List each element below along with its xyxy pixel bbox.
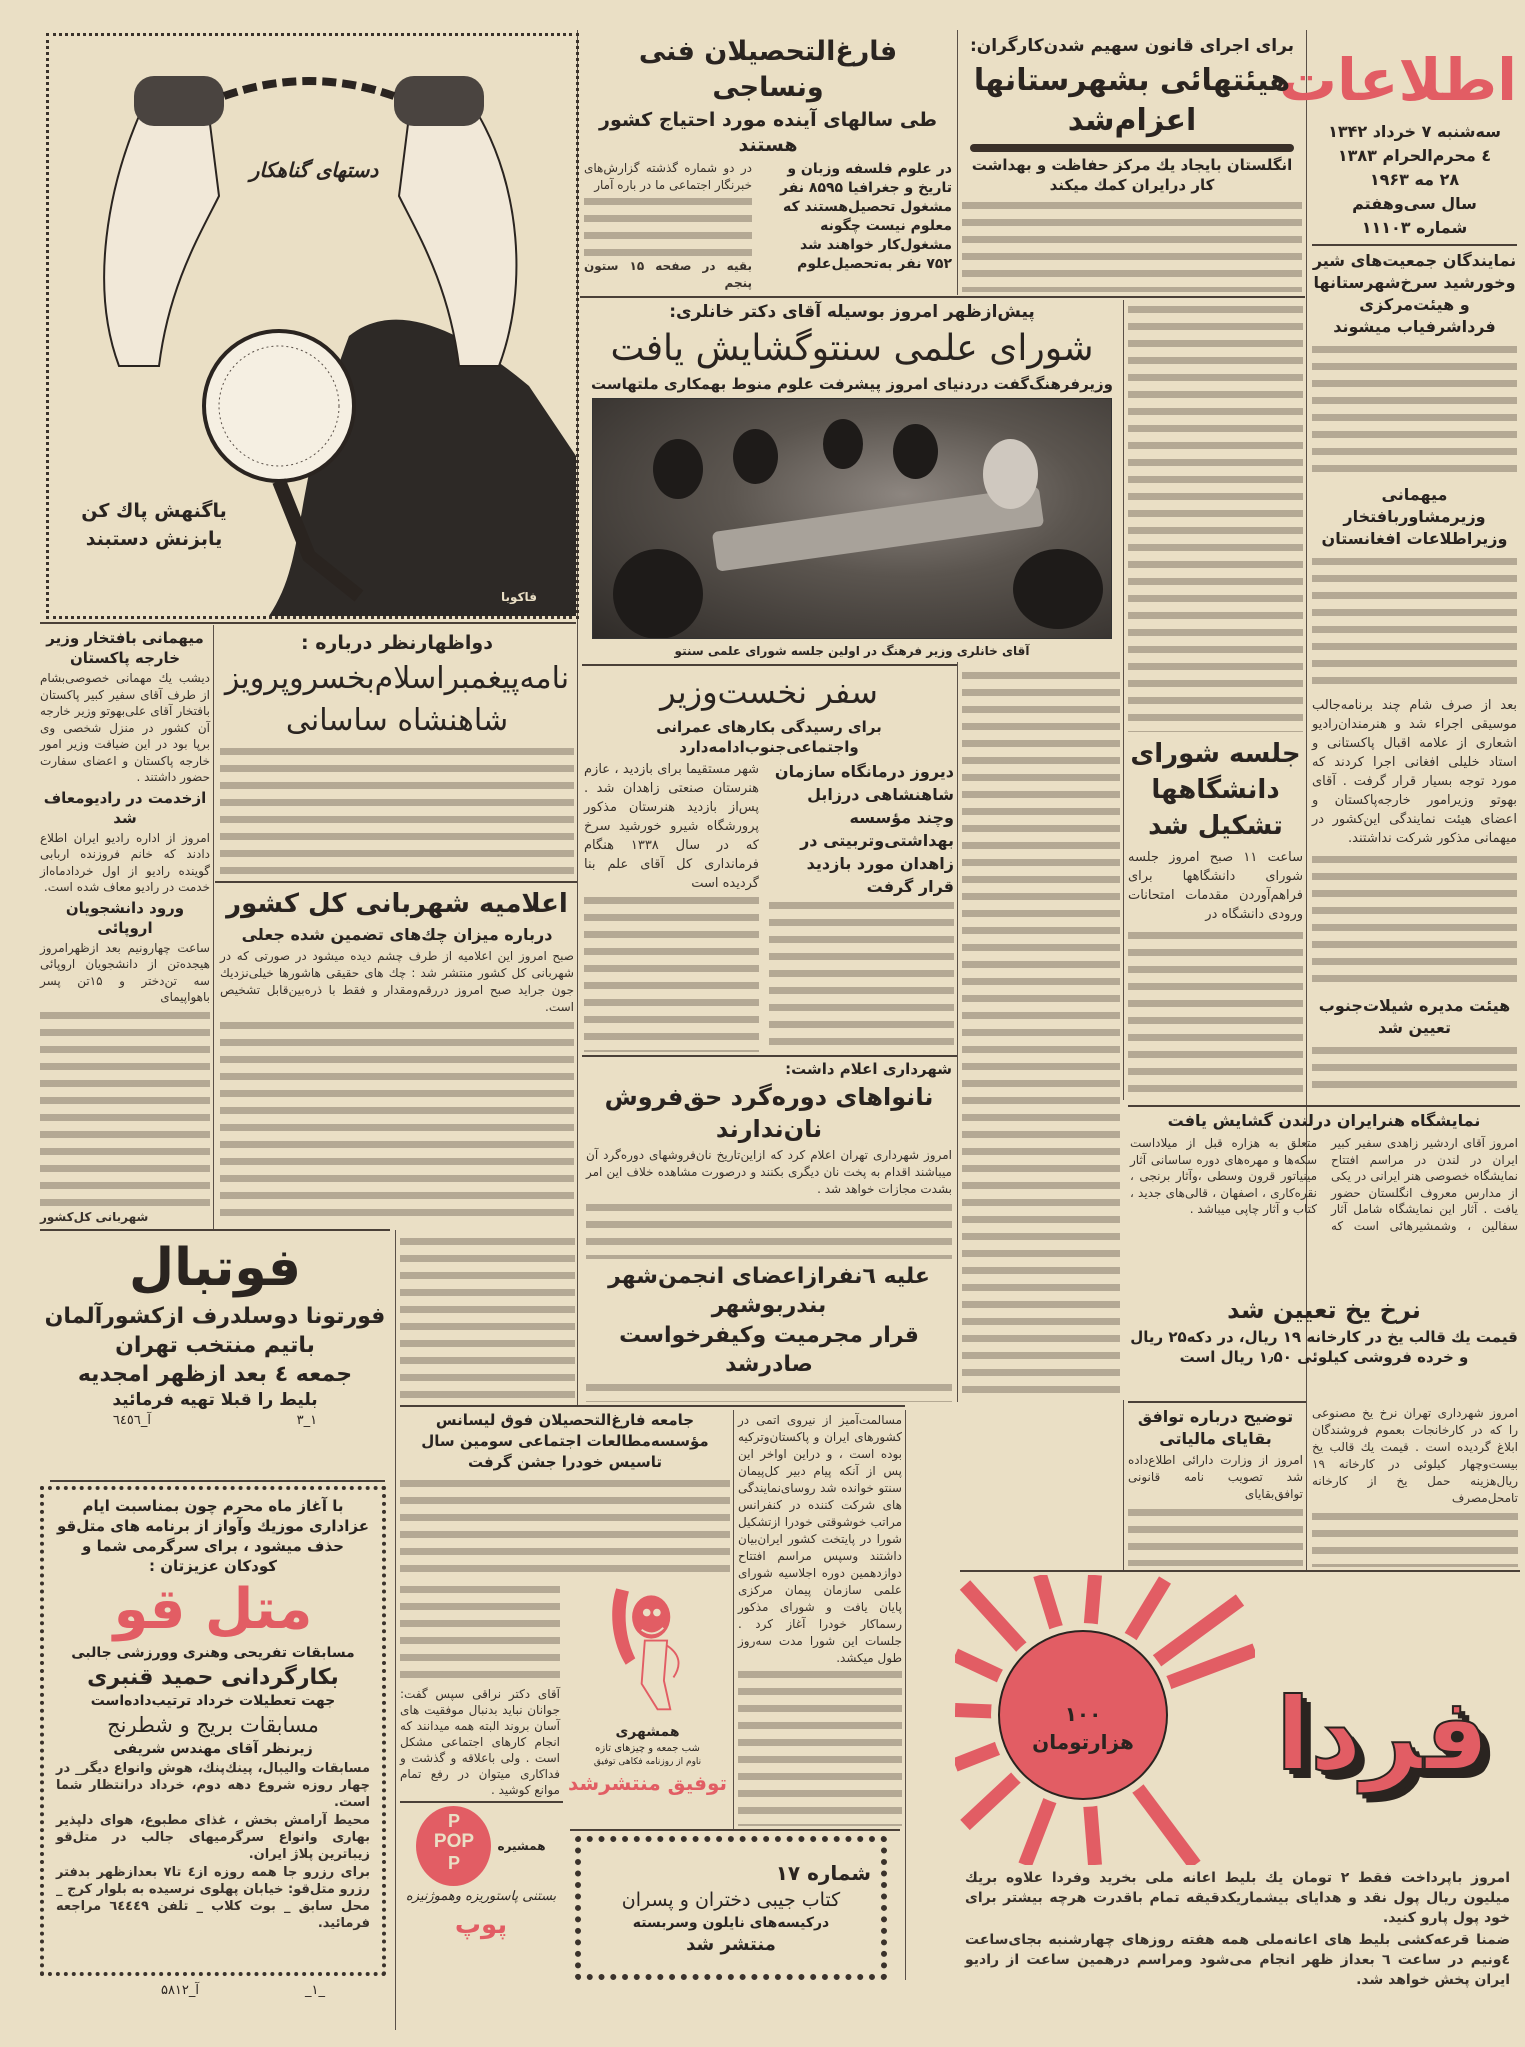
headline-pm-trip: سفر نخست‌وزیر — [660, 673, 878, 711]
article-body: شهر مستقیما برای بازدید ، عازم هنرستان صنعتی زاهدان شد . پس‌از بازدید هنرستان مذکور پرورشگاه شیرو خورشید سرخ که در سال ۱۳۳۸ هنگام فرمانداری کل آقای علم بنا گردیده است — [584, 762, 759, 891]
bushehr-article — [586, 1262, 952, 1402]
workers-article — [962, 34, 1302, 292]
lottery-prize: ۱۰۰ هزارتومان — [1032, 1702, 1134, 1754]
article-body: آقای دکتر نراقی سپس گفت: جوانان نباید بدنبال موفقیت های آسان بروند البته همه میدانند که انجام کارهای اجتماعی مشکل است . ولی باعلاقه و گذشت و فداکاری میتوان در رفع تمام موانع کوشید . — [400, 1687, 560, 1797]
graduates-article — [400, 1410, 730, 1578]
divider — [400, 1405, 905, 1407]
mantalqu-line-3: جهت تعطیلات خرداد ترتیب‌داده‌است — [90, 1693, 336, 1709]
divider — [50, 1480, 385, 1482]
headline-police: اعلامیه شهربانی کل کشور — [226, 889, 568, 919]
divider — [582, 664, 957, 666]
article-body: صبح امروز این اعلامیه از طرف چشم دیده میشود در صورتی که در شهربانی کل کشور منتشر شد : چك های حقیقی هاشورها خیلی‌نزدیك جون جراید صبح امروز دررقم‌ومقدار و فقط با ذره‌بین‌قابل تشخیص است. — [220, 949, 574, 1014]
headline-prophet-letter: نامه‌پیغمبراسلام‌بخسروپرویز شاهنشاه ساسانی — [224, 661, 570, 738]
headline-council: شورای علمی سنتوگشایش یافت — [610, 328, 1094, 369]
tax-article — [1128, 1406, 1303, 1566]
cartoon-slogan-2: یابزنش دستبند — [85, 528, 223, 550]
divider — [1128, 1105, 1520, 1107]
text-column-block — [962, 668, 1120, 1400]
newspaper-logo: اطلاعات — [1278, 46, 1517, 114]
article-body: امروز از اداره رادیو ایران اطلاع دادند که خانم فروزنده اربابی گوینده رادیو از اول خردادماه‌از خدمت در رادیو معاف شده است. — [40, 830, 210, 894]
headline-universities: جلسه شورای دانشگاهها تشکیل شد — [1130, 739, 1301, 841]
football-ad-line-3: جمعه ٤ بعد ازظهر امجدیه — [77, 1362, 353, 1387]
council-meeting-photo — [592, 398, 1112, 639]
pop-tagline: بستنی پاستوریزه وهموژنیزه — [405, 1889, 557, 1904]
ice-article — [1130, 1294, 1518, 1400]
headline-fisheries: هیئت مدیره شیلات‌جنوب تعیین شد — [1318, 995, 1511, 1037]
ad-code: ۱_۳ — [296, 1413, 318, 1428]
photo-caption: آقای خانلری وزیر فرهنگ در اولین جلسه شورای علمی سنتو — [674, 644, 1030, 658]
text-column — [400, 1476, 730, 1578]
subhead-bushehr: قرار مجرمیت وکیفرخواست صادرشد — [619, 1323, 919, 1377]
kicker-council: پیش‌ازظهر امروز بوسیله آقای دکتر خانلری: — [669, 302, 1035, 322]
textile-article — [584, 34, 952, 292]
cartoon-credit: فاکوبا — [501, 590, 537, 604]
subhead-workers: انگلستان بایجاد یك مرکز حفاظت و بهداشت کار درایران کمك میکند — [971, 156, 1293, 194]
mantalqu-ad-box — [40, 1486, 386, 1976]
bakers-article — [586, 1059, 952, 1259]
headline-textile: فارغ‌التحصیلان فنی ونساجی — [638, 36, 898, 103]
headline-bushehr: علیه ٦نفرازاعضای انجمن‌شهر بندربوشهر — [608, 1264, 930, 1318]
column-rule — [957, 662, 958, 1402]
article-body: ساعت ۱۱ صبح امروز جلسه شورای دانشگاهها برای فراهم‌آوردن مقدمات امتحانات ورودی دانشگاه در — [1128, 850, 1303, 922]
volume-year: سال سی‌وهفتم — [1352, 194, 1477, 213]
lottery-body-2: ضمنا قرعه‌کشی بلیط های اعانه‌ملی همه هفته روزهای چهارشنبه بجای‌ساعت ٤ونیم در ساعت ٦ بعداز ظهر انجام می‌شود ومراسم درهمین ساعت از رادیو ایران پخش خواهد شد. — [965, 1932, 1510, 1988]
ad-code: آ_٦٤٥٦ — [112, 1413, 151, 1428]
football-ad-title: فوتبال — [128, 1238, 302, 1298]
text-column — [584, 194, 752, 258]
football-ad-line-1: فورتونا دوسلدرف ازکشورآلمان — [44, 1304, 386, 1329]
divider — [1128, 1401, 1306, 1403]
headline-pakistan: میهمانی بافتخار وزیر خارجه پاکستان — [46, 629, 204, 667]
article-body: مسالمت‌آمیز از نیروی اتمی در کشورهای ایران و پاکستان‌وترکیه بوده است ، و دراین اواخر این پس از آنکه پیام دبیر کل‌پیمان سنتو خوانده شد روسای‌نمایندگی های شرکت کننده در کنفرانس مراتب خوشوقتی خودرا ازتشکیل شورا در پایتخت کشور ایران‌بیان داشتند وسپس مراسم افتتاح دوازدهمین دوره اجلاسیه شورای علمی سازمان پیمان مرکزی پایان یافت و شورای مذکور رسماکار خودرا آغاز کرد . جلسات این شورا مدت سه‌روز طول میکشد. — [738, 1413, 902, 1665]
headline-radio: ازخدمت در رادیومعاف شد — [43, 788, 207, 827]
text-column-block — [1128, 302, 1303, 1100]
divider — [570, 1829, 900, 1831]
lottery-body-1: امروز باپرداخت فقط ۲ تومان یك بلیط اعانه ملی بخرید وفردا علاوه بریك میلیون ریال پول نقد و هدایای بیشماریکدقیقه تمام باقدرت هرچه بیشتر برای خود پول پارو کنید. — [965, 1870, 1510, 1926]
text-column — [1312, 342, 1517, 480]
mantalqu-body-2: محیط آرامش بخش ، غذای مطبوع، هوای دلپذیر بهاری وانواع سرگرمیهای جالب در متل‌قو زیباترین پلاژ ایران. — [56, 1813, 370, 1862]
column-rule — [213, 625, 214, 1230]
column-rule — [1123, 1400, 1124, 1570]
divider — [40, 622, 576, 624]
text-column — [586, 1200, 952, 1259]
text-column — [962, 198, 1302, 292]
column-rule — [395, 1230, 396, 2030]
divider — [1312, 244, 1517, 246]
bullet-pm-trip: دیروز درمانگاه سازمان شاهنشاهی درزابل وچند مؤسسه بهداشتی‌وتربیتی در زاهدان مورد بازدید قرار گرفت — [774, 762, 954, 896]
issue-number: شماره ۱۱۱۰۳ — [1361, 218, 1468, 237]
headline-exhibition: نمایشگاه هنرایران درلندن گشایش یافت — [1167, 1111, 1481, 1130]
book-ad-line: درکیسه‌های نایلون وسربسته — [632, 1914, 830, 1931]
column-rule — [957, 30, 958, 295]
column-rule — [1123, 300, 1124, 1100]
text-column — [586, 1380, 952, 1402]
book-ad-number: شماره ۱۷ — [775, 1860, 871, 1885]
kicker-bakers: شهرداری اعلام داشت: — [785, 1060, 952, 1078]
tofiq-tagline: شب جمعه و چیزهای تازه — [595, 1743, 700, 1754]
subhead-police: درباره میزان چك‌های تضمین شده جعلی — [241, 925, 553, 944]
article-body: در دو شماره گذشته گزارش‌های خبرنگار اجتماعی ما در باره آمار — [584, 161, 752, 192]
headline-bakers: نانواهای دوره‌گرد حق‌فروش نان‌ندارند — [604, 1083, 934, 1143]
cartoon-caption: دستهای گناهکار — [249, 158, 379, 182]
subhead-pm-trip: برای رسیدگی بکارهای عمرانی واجتماعی‌جنوب‌ادامه‌دارد — [656, 718, 882, 756]
article-body: امروز از وزارت دارائی اطلاع‌داده شد تصویب نامه قانونی توافق‌بقایای — [1128, 1453, 1303, 1501]
kicker-workers: برای اجرای قانون سهیم شدن‌کارگران: — [969, 36, 1295, 56]
headline-ice: نرخ یخ تعیین شد — [1227, 1296, 1421, 1324]
headline-workers: هیئتهائی بشهرستانها اعزام‌شد — [973, 63, 1291, 138]
text-column — [400, 1234, 575, 1400]
article-body: امروز شهرداری تهران نرخ یخ مصنوعی را که در کارخانجات بعموم فروشندگان ابلاغ گردیده است . قیمت یك قالب یخ بیست‌وچهار کیلوئی در کارخانه ۱۹ ریال‌هزینه حمل یخ از کارخانه تامحل‌مصرف — [1312, 1406, 1518, 1505]
text-column — [962, 668, 1120, 1400]
mantalqu-intro: با آغاز ماه محرم چون بمناسبت ایام عزاداری موزیك وآواز از برنامه های متل‌قو حذف میشود ، برای سرگرمی شما و کودکان عزیزتان : — [57, 1497, 369, 1575]
left-column — [40, 628, 210, 1226]
headline-afghan-minister: میهمانی وزیرمشاوربافتخار وزیراطلاعات افغانستان — [1321, 484, 1508, 548]
article-body: بعد از صرف شام چند برنامه‌جالب موسیقی اجراء شد و هنرمندان‌رادیو اشعاری از علامه اقبال پاکستانی و استاد خلیلی افغانی اجرا کردند که مورد توجه بسیار قرار گرفت . آقای بهوتو وزیرامور خارجه‌پاکستان و اعضای هیئت نمایندگی این‌کشور در میهمانی مذکور شرکت نداشتند. — [1312, 698, 1517, 847]
mantalqu-line-5: زیرنظر آقای مهندس شریفی — [113, 1741, 313, 1757]
text-column — [738, 1667, 902, 1826]
text-column — [40, 1008, 210, 1208]
text-column — [1128, 302, 1303, 732]
book-ad-title: کتاب جیبی دختران و پسران — [621, 1888, 841, 1911]
text-column — [1312, 852, 1517, 990]
prophet-letter-article — [220, 630, 574, 876]
divider — [215, 881, 577, 883]
headline-red-lion: نمایندگان جمعیت‌های شیر وخورشید سرخ‌شهرستانها و هیئت‌مرکزی فرداشرفیاب میشوند — [1312, 250, 1517, 336]
text-column — [1128, 1505, 1303, 1566]
tofiq-byline: ناوم از روزنامه فکاهی توفیق — [593, 1757, 702, 1767]
mantalqu-line-1: مسابقات تفریحی وهنری وورزشی جالبی — [71, 1645, 355, 1661]
bullet-textile: در علوم فلسفه وزبان و تاریخ و جغرافیا ۸۵۹۵ نفر مشغول تحصیل‌هستند که معلوم نیست چگونه مشغول‌کار خواهند شد — [780, 161, 952, 253]
page-number: _۱_ — [305, 1983, 325, 1998]
mantalqu-body-3: برای رزرو جا همه روزه از٤ تا۷ بعدازظهر بدفتر رزرو متل‌قو: خیابان پهلوی نرسیده به بلوار کرج _ محل سابق _ بوت کلاب _ تلفن ٦٤٤٤٩ مراجعه فرمائید. — [56, 1865, 371, 1931]
police-article — [220, 886, 574, 1226]
subhead-council: وزیرفرهنگ‌گفت دردنیای امروز پیشرفت علوم منوط بهمکاری ملتهاست — [590, 375, 1114, 393]
issue-date: سه‌شنبه ۷ خرداد ۱۳۴۲ — [1328, 122, 1501, 141]
council-article — [584, 300, 1120, 660]
pop-ad — [400, 1806, 562, 1986]
subhead-textile: طی سالهای آینده مورد احتیاج کشور هستند — [599, 109, 937, 156]
divider-bar — [970, 144, 1294, 152]
hijri-date: ٤ محرم‌الحرام ۱۳۸۳ — [1337, 146, 1492, 165]
text-column — [220, 1018, 574, 1226]
mantalqu-line-2: بکارگردانی حمید قنبری — [87, 1665, 339, 1690]
graduates-article-body — [400, 1582, 560, 1798]
football-ad-line-4: بلیط را قبلا تهیه فرمائید — [112, 1390, 318, 1410]
subhead-ice: قیمت یك قالب یخ در کارخانه ۱۹ ریال، در دکه‌۲۵ ریال و خرده فروشی کیلوئی ۱٫۵۰ ریال است — [1130, 1328, 1518, 1366]
lottery-title: فردا — [1275, 1676, 1490, 1793]
gregorian-date: ۲۸ مه ۱۹۶۳ — [1369, 170, 1460, 189]
article-body: دیشب یك مهمانی خصوصی‌بشام از طرف آقای سفیر کبیر پاکستان بافتخار آقای علی‌بهوتو وزیر خارجه آن کشور در منزل شخصی وی برپا بود در این ضیافت وزیر امور خارجه پاکستان و اعضای سفارت حضور داشتند . — [40, 671, 210, 784]
cartoon-box — [46, 33, 579, 619]
column-rule — [733, 1410, 734, 1830]
pop-logo: P POP P — [416, 1806, 491, 1886]
headline-students: ورود دانشجویان اروپائی — [65, 898, 185, 937]
text-column-block — [400, 1234, 575, 1400]
article-body: امروز آقای اردشیر زاهدی سفیر کبیر ایران در لندن در مراسم افتتاح نمایشگاه خصوصی هنر ایرانی در یکی از مدارس معروف انگلستان حضور یافت . آثار این نمایشگاه شامل آثار سفالین ، وشمشیرهائی است که متعلق به هزاره قبل از میلاداست سکه‌ها و مهره‌های دوره ساسانی آثار مینیاتور قرون وسطی ،وآثار برنجی ، نقره‌کاری ، اصفهان ، قالی‌های جدید ، کتاب و آثار چاپی میباشد . — [1130, 1136, 1518, 1233]
football-ad-line-2: باتیم منتخب تهران — [115, 1333, 315, 1358]
tofiq-signature: همشهری — [615, 1724, 680, 1740]
cartoon-slogan-1: یاگنهش پاك كن — [81, 500, 227, 522]
right-column — [1278, 40, 1517, 1098]
tofiq-ad — [565, 1582, 730, 1826]
football-ad — [40, 1234, 390, 1476]
headline-graduates: جامعه فارغ‌التحصیلان فوق لیسانس مؤسسه‌مطالعات اجتماعی سومین سال تاسیس خودرا جشن گرفت — [421, 1411, 709, 1471]
kicker-prophet-letter: دواظهارنظر درباره : — [301, 632, 493, 654]
pm-trip-article — [584, 670, 954, 1052]
headline-tax: توضیح درباره توافق بقایای مالیاتی — [1137, 1407, 1294, 1448]
book-ad-box — [575, 1836, 887, 1980]
book-ad-published: منتشر شد — [686, 1933, 776, 1955]
exhibition-article — [1130, 1110, 1518, 1292]
text-column — [220, 744, 574, 876]
text-column — [1312, 1509, 1518, 1567]
signature: شهربانی کل‌کشور — [40, 1210, 149, 1224]
masthead — [1278, 40, 1517, 240]
mantalqu-title: متل قو — [113, 1577, 313, 1642]
divider — [580, 296, 1305, 298]
lottery-ad-text — [965, 1868, 1510, 1998]
ad-code: آ_۵۸۱۲ — [160, 1983, 200, 1998]
bullet-textile-2: ۷۵۲ نفر به‌تحصیل‌علوم — [797, 256, 952, 272]
continued-note: بقیه در صفحه ۱۵ ستون پنجم — [584, 259, 752, 290]
pop-brand: پوپ — [454, 1910, 508, 1940]
mantalqu-line-4: مسابقات بریج و شطرنج — [107, 1713, 319, 1737]
text-column — [1312, 554, 1517, 692]
tofiq-cartoon-character — [573, 1582, 723, 1722]
text-column — [769, 898, 954, 1052]
text-column — [1312, 1043, 1517, 1098]
ice-article-body — [1312, 1405, 1518, 1567]
article-body: ساعت چهارونیم بعد ازظهرامروز هیجده‌تن از دانشجویان اروپائی سه تن‌دختر و ۱۵تن پسر باهواپیمای — [40, 940, 210, 1004]
divider — [40, 1229, 390, 1231]
article-body: امروز شهرداری تهران اعلام کرد که ازاین‌تاریخ نان‌فروشهای دوره‌گرد آن میباشند اقدام به پخت نان دیگری بکنند و درصورت مشاهده خلاف این امر بشدت مجازات خواهد شد . — [586, 1148, 952, 1196]
divider — [960, 1570, 1520, 1572]
column-rule — [905, 1410, 906, 1980]
text-column — [1128, 928, 1303, 1100]
tofiq-title: توفیق منتشرشد — [567, 1771, 728, 1795]
divider — [582, 1055, 957, 1057]
text-column — [584, 893, 759, 1052]
divider — [400, 1801, 563, 1803]
mantalqu-body-1: مسابقات والیبال، پینك‌پنك، هوش وانواع دیگر_ در چهار روزه شروع دهه دوم، خرداد درانتظار شما است. — [56, 1761, 370, 1810]
text-column — [400, 1582, 560, 1684]
atomic-article — [738, 1412, 902, 1826]
pop-side-text: همشیره — [497, 1839, 546, 1853]
